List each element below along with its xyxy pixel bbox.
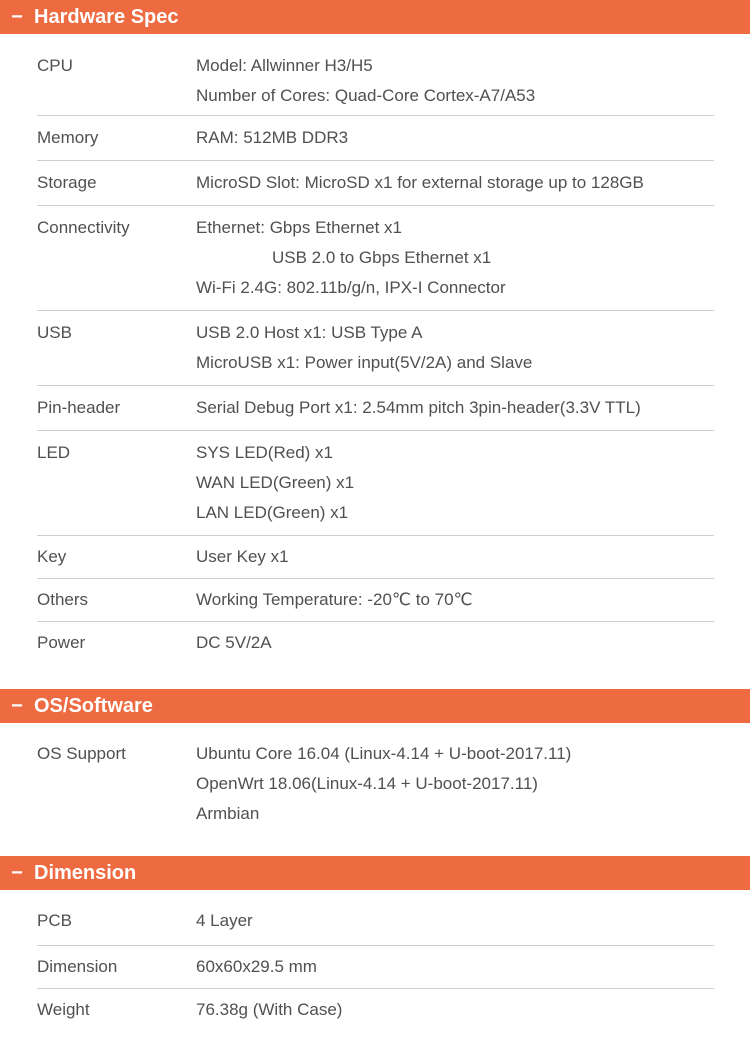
section-header-hardware-spec[interactable]: [0, 0, 750, 34]
spec-value: Serial Debug Port x1: 2.54mm pitch 3pin-header(3.3V TTL): [196, 398, 641, 417]
spec-key: Weight: [37, 1000, 90, 1019]
collapse-icon[interactable]: −: [11, 5, 23, 28]
spec-table-os: [37, 735, 714, 833]
table-row: [37, 946, 714, 989]
spec-key: Power: [37, 633, 86, 652]
spec-key: Dimension: [37, 957, 118, 976]
spec-value: Number of Cores: Quad-Core Cortex-A7/A53: [196, 86, 536, 105]
spec-values: [196, 393, 714, 423]
spec-value: RAM: 512MB DDR3: [196, 128, 349, 147]
spec-value: USB 2.0 Host x1: USB Type A: [196, 323, 423, 342]
spec-key: USB: [37, 323, 72, 342]
spec-values: [196, 438, 714, 528]
table-row: [37, 311, 714, 386]
spec-key: CPU: [37, 56, 73, 75]
spec-value: MicroUSB x1: Power input(5V/2A) and Slave: [196, 353, 533, 372]
spec-key: Pin-header: [37, 398, 121, 417]
spec-key: PCB: [37, 911, 72, 930]
collapse-icon[interactable]: −: [11, 861, 23, 884]
section-header-dimension[interactable]: [0, 856, 750, 890]
spec-values: [196, 952, 714, 982]
table-row: [37, 735, 714, 833]
table-row: [37, 47, 714, 116]
spec-values: [196, 168, 714, 198]
spec-values: [196, 51, 714, 111]
spec-value: USB 2.0 to Gbps Ethernet x1: [272, 248, 492, 267]
section-title: Hardware Spec: [34, 5, 179, 28]
table-row: [37, 116, 714, 161]
spec-value: WAN LED(Green) x1: [196, 473, 355, 492]
spec-value: Ubuntu Core 16.04 (Linux-4.14 + U-boot-2017.11): [196, 744, 572, 763]
spec-value: DC 5V/2A: [196, 633, 272, 652]
spec-value: User Key x1: [196, 547, 289, 566]
spec-value: 76.38g (With Case): [196, 1000, 343, 1019]
table-row: [37, 431, 714, 536]
spec-key: Connectivity: [37, 218, 130, 237]
spec-values: [196, 995, 714, 1025]
spec-values: [196, 628, 714, 658]
spec-key: OS Support: [37, 744, 126, 763]
spec-key: LED: [37, 443, 71, 462]
spec-value: Wi-Fi 2.4G: 802.11b/g/n, IPX-I Connector: [196, 278, 506, 297]
table-row: [37, 989, 714, 1031]
collapse-icon[interactable]: −: [11, 694, 23, 717]
spec-values: [196, 906, 714, 936]
spec-value: 4 Layer: [196, 911, 253, 930]
spec-values: [196, 318, 714, 378]
table-row: [37, 536, 714, 579]
spec-key: Others: [37, 590, 89, 609]
table-row: [37, 622, 714, 664]
spec-key: Memory: [37, 128, 99, 147]
spec-value: MicroSD Slot: MicroSD x1 for external storage up to 128GB: [196, 173, 644, 192]
spec-values: [196, 739, 714, 829]
spec-value: LAN LED(Green) x1: [196, 503, 349, 522]
table-row: [37, 386, 714, 431]
spec-table-dimension: [37, 902, 714, 1031]
spec-value: Ethernet: Gbps Ethernet x1: [196, 218, 403, 237]
spec-value: Working Temperature: -20℃ to 70℃: [196, 590, 473, 609]
spec-value: SYS LED(Red) x1: [196, 443, 333, 462]
spec-key: Storage: [37, 173, 97, 192]
spec-value: OpenWrt 18.06(Linux-4.14 + U-boot-2017.11): [196, 774, 538, 793]
section-title: OS/Software: [34, 694, 153, 717]
section-header-os-software[interactable]: [0, 689, 750, 723]
table-row: [37, 579, 714, 622]
spec-value: Armbian: [196, 804, 260, 823]
spec-value: Model: Allwinner H3/H5: [196, 56, 373, 75]
spec-key: Key: [37, 547, 67, 566]
spec-values: [196, 123, 714, 153]
table-row: [37, 206, 714, 311]
table-row: [37, 161, 714, 206]
spec-values: [196, 585, 714, 615]
section-title: Dimension: [34, 861, 137, 884]
spec-values: [196, 542, 714, 572]
table-row: [37, 902, 714, 946]
spec-table-hardware: [37, 47, 714, 664]
spec-value: 60x60x29.5 mm: [196, 957, 317, 976]
spec-values: [196, 213, 714, 303]
